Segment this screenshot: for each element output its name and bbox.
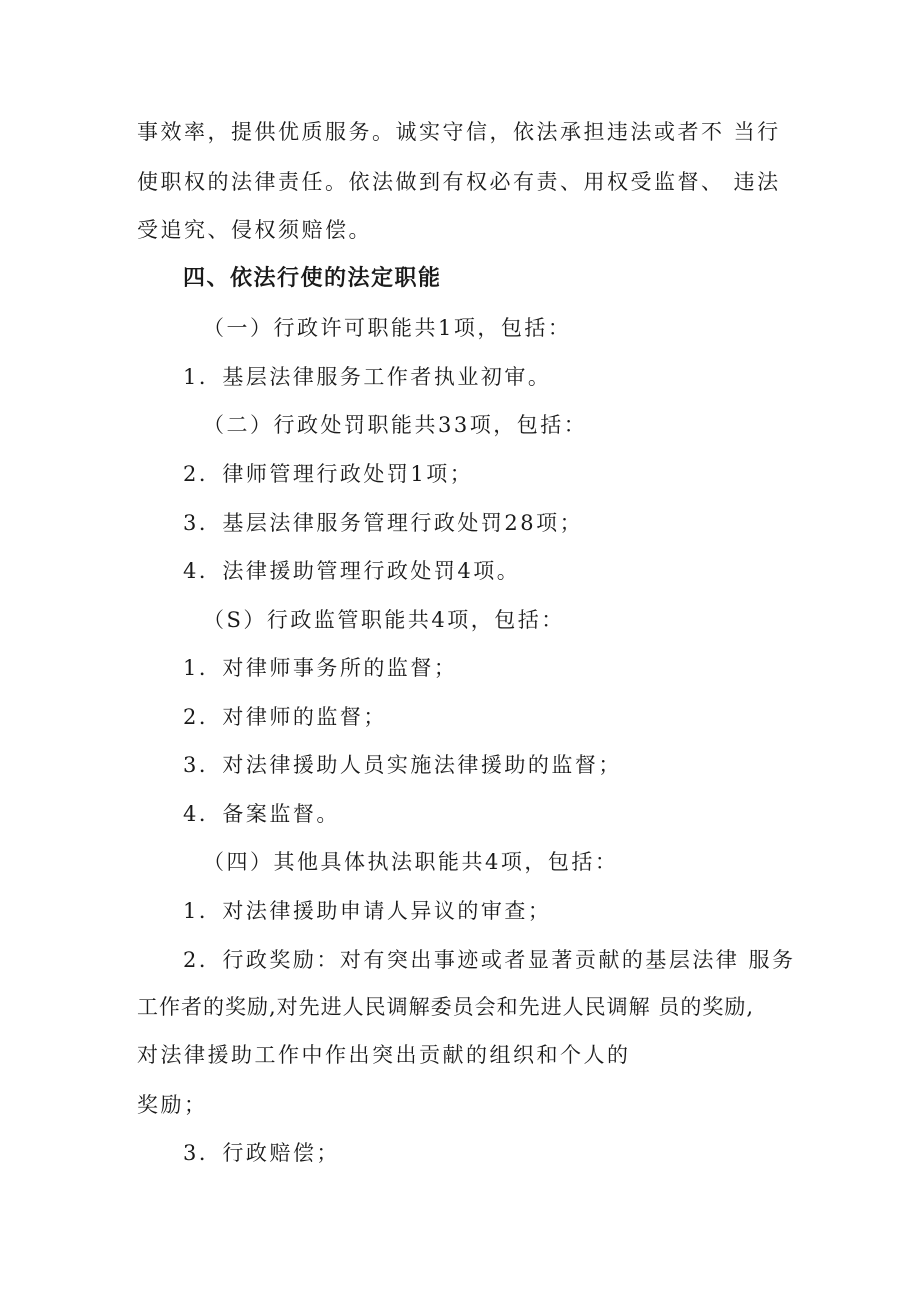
body-text-line: 对法律援助工作中作出突出贡献的组织和个人的 — [137, 1043, 631, 1067]
list-item: 4．法律援助管理行政处罚4项。 — [183, 559, 521, 583]
subsection-heading: （四）其他具体执法职能共4项，包括： — [203, 850, 619, 874]
list-item: 1．基层法律服务工作者执业初审。 — [183, 365, 552, 389]
body-text-line: 使职权的法律责任。依法做到有权必有责、用权受监督、 违法 — [137, 170, 781, 194]
subsection-heading: （一）行政许可职能共1项，包括： — [203, 316, 572, 340]
subsection-heading: （S）行政监管职能共4项，包括： — [203, 608, 565, 632]
body-text-line: 奖励； — [137, 1093, 208, 1117]
section-heading: 四、依法行使的法定职能 — [183, 266, 442, 291]
body-text-line: 受追究、侵权须赔偿。 — [137, 218, 372, 242]
list-item: 3．对法律援助人员实施法律援助的监督； — [183, 753, 622, 777]
list-item: 2．行政奖励：对有突出事迹或者显著贡献的基层法律 服务 — [183, 948, 796, 972]
list-item: 3．行政赔偿； — [183, 1141, 340, 1165]
list-item: 2．对律师的监督； — [183, 705, 387, 729]
body-text-line: 工作者的奖励,对先进人民调解委员会和先进人民调解 员的奖励, — [137, 995, 755, 1019]
subsection-heading: （二）行政处罚职能共33项，包括： — [203, 413, 588, 437]
list-item: 1．对律师事务所的监督； — [183, 656, 458, 680]
list-item: 2．律师管理行政处罚1项； — [183, 462, 474, 486]
body-text-line: 事效率，提供优质服务。诚实守信，依法承担违法或者不 当行 — [137, 120, 781, 144]
list-item: 1．对法律援助申请人异议的审查； — [183, 899, 552, 923]
list-item: 4．备案监督。 — [183, 802, 340, 826]
list-item: 3．基层法律服务管理行政处罚28项； — [183, 511, 584, 535]
